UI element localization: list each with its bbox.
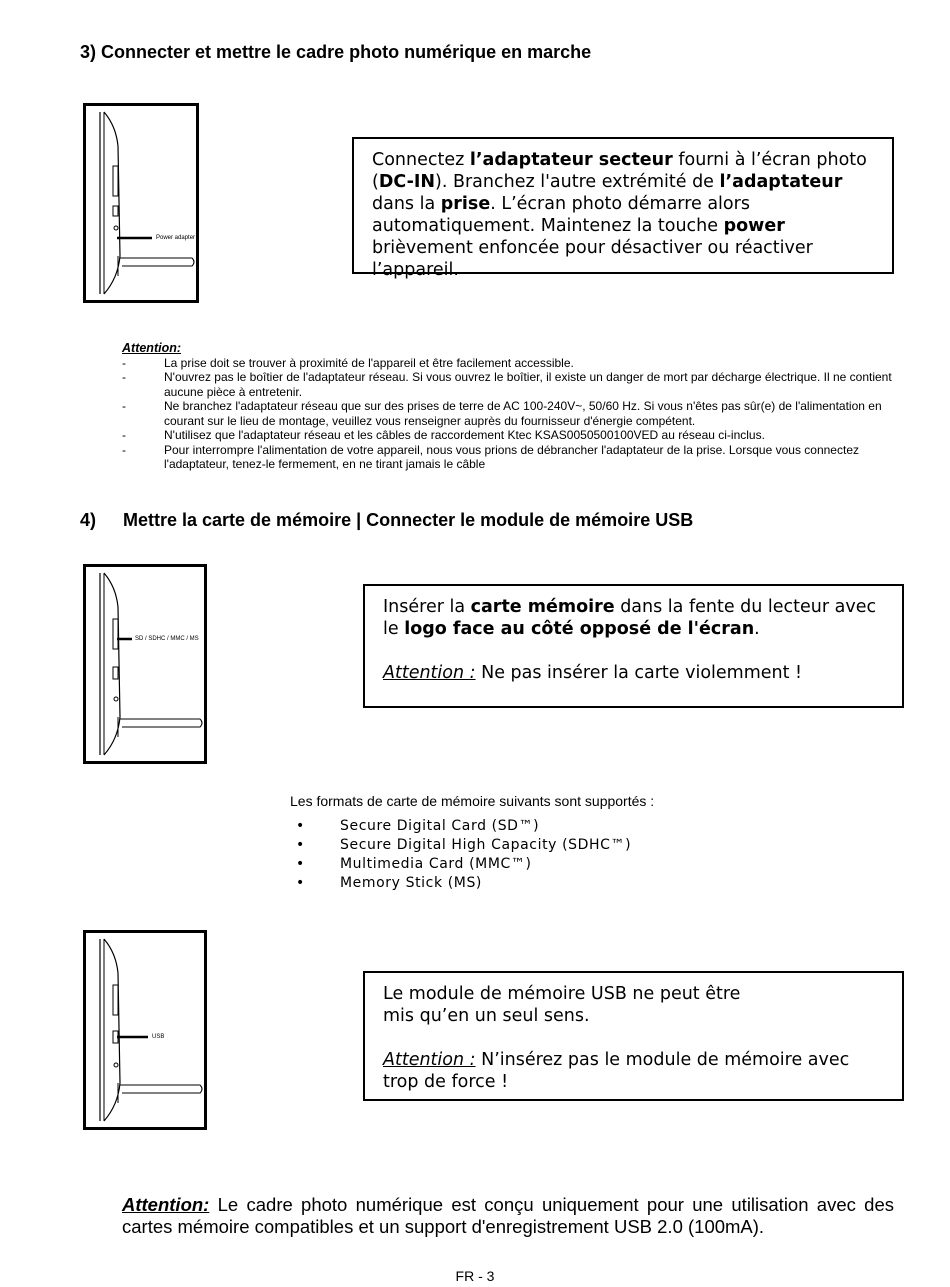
warnings-list: [122, 356, 892, 472]
card-insert-text: Insérer la carte mémoire dans la fente du lecteur avec le logo face au côté opposé de l'écran.: [383, 597, 877, 639]
final-attention-note: [122, 1194, 894, 1238]
warnings-title: Attention:: [122, 341, 182, 355]
connect-instructions-box: [352, 137, 894, 280]
page-number: FR - 3: [455, 1268, 495, 1284]
frame-side-view-icon: [86, 567, 204, 761]
format-item: • Multimedia Card (MMC™): [296, 856, 532, 872]
card-insert-box: [363, 584, 904, 708]
warning-item: - Pour interrompre l'alimentation de votre appareil, nous vous prions de débrancher l'adaptateur de la prise. Lorsque vous connectez l'adaptateur, tenez-le fermement, en ne tirant jamais le câble: [122, 442, 859, 471]
usb-insert-box: [363, 971, 904, 1101]
section-3-heading: 3) Connecter et mettre le cadre photo numérique en marche: [80, 42, 592, 62]
formats-intro: Les formats de carte de mémoire suivants sont supportés :: [290, 793, 655, 809]
card-insert-attention: Attention : Ne pas insérer la carte violemment !: [383, 663, 803, 683]
warning-item: - N'utilisez que l'adaptateur réseau et les câbles de raccordement Ktec KSAS0050500100VED au réseau ci-inclus.: [122, 428, 765, 442]
warning-item: - Ne branchez l'adaptateur réseau que sur des prises de terre de AC 100-240V~, 50/60 Hz. Si vous n'êtes pas sûr(e) de l'alimentation en courant sur le lieu de montage, veuillez vous renseigner auprès du fournisseur d'énergie compétent.: [122, 399, 882, 428]
usb-insert-line2: mis qu’en un seul sens.: [383, 1006, 590, 1026]
section-4-number: 4): [80, 510, 97, 530]
frame-side-view-icon: [86, 933, 204, 1127]
warning-item: - La prise doit se trouver à proximité de l'appareil et être facilement accessible.: [122, 355, 574, 370]
usb-insert-attention: Attention : N’insérez pas le module de mémoire avec trop de force !: [383, 1050, 850, 1092]
power-adapter-label: Power adapter: [156, 235, 196, 241]
format-item: • Memory Stick (MS): [296, 875, 482, 891]
final-attention-text: Le cadre photo numérique est conçu uniquement pour une utilisation avec des cartes mémoire compatibles et un support d'enregistrement USB 2.0 (100mA).: [122, 1194, 894, 1237]
usb-label: USB: [152, 1034, 165, 1040]
section-4-heading: Mettre la carte de mémoire | Connecter le module de mémoire USB: [123, 510, 694, 530]
final-attention-label: Attention:: [122, 1194, 210, 1215]
connect-instructions-text: Connectez l’adaptateur secteur fourni à l’écran photo (DC-IN). Branchez l'autre extrémité de l’adaptateur dans la prise. L’écran photo démarre alors automatiquement. Maintenez la touche power brièvement enfoncée pour désactiver ou réactiver l’appareil.: [372, 150, 867, 280]
warnings-block: [122, 341, 892, 472]
usb-insert-line1: Le module de mémoire USB ne peut être: [383, 984, 741, 1004]
card-slot-label: SD / SDHC / MMC / MS: [135, 636, 199, 642]
formats-list: [290, 817, 654, 893]
usb-figure: [83, 930, 207, 1130]
formats-block: [290, 793, 654, 893]
format-item: • Secure Digital High Capacity (SDHC™): [296, 837, 632, 853]
card-slot-figure: [83, 564, 207, 764]
frame-side-view-icon: [86, 106, 196, 300]
format-item: • Secure Digital Card (SD™): [296, 818, 540, 834]
power-adapter-figure: [83, 103, 199, 303]
warning-item: - N'ouvrez pas le boîtier de l'adaptateur réseau. Si vous ouvrez le boîtier, il existe un danger de mort par décharge électrique. Il ne contient aucune pièce à entretenir.: [122, 370, 892, 399]
